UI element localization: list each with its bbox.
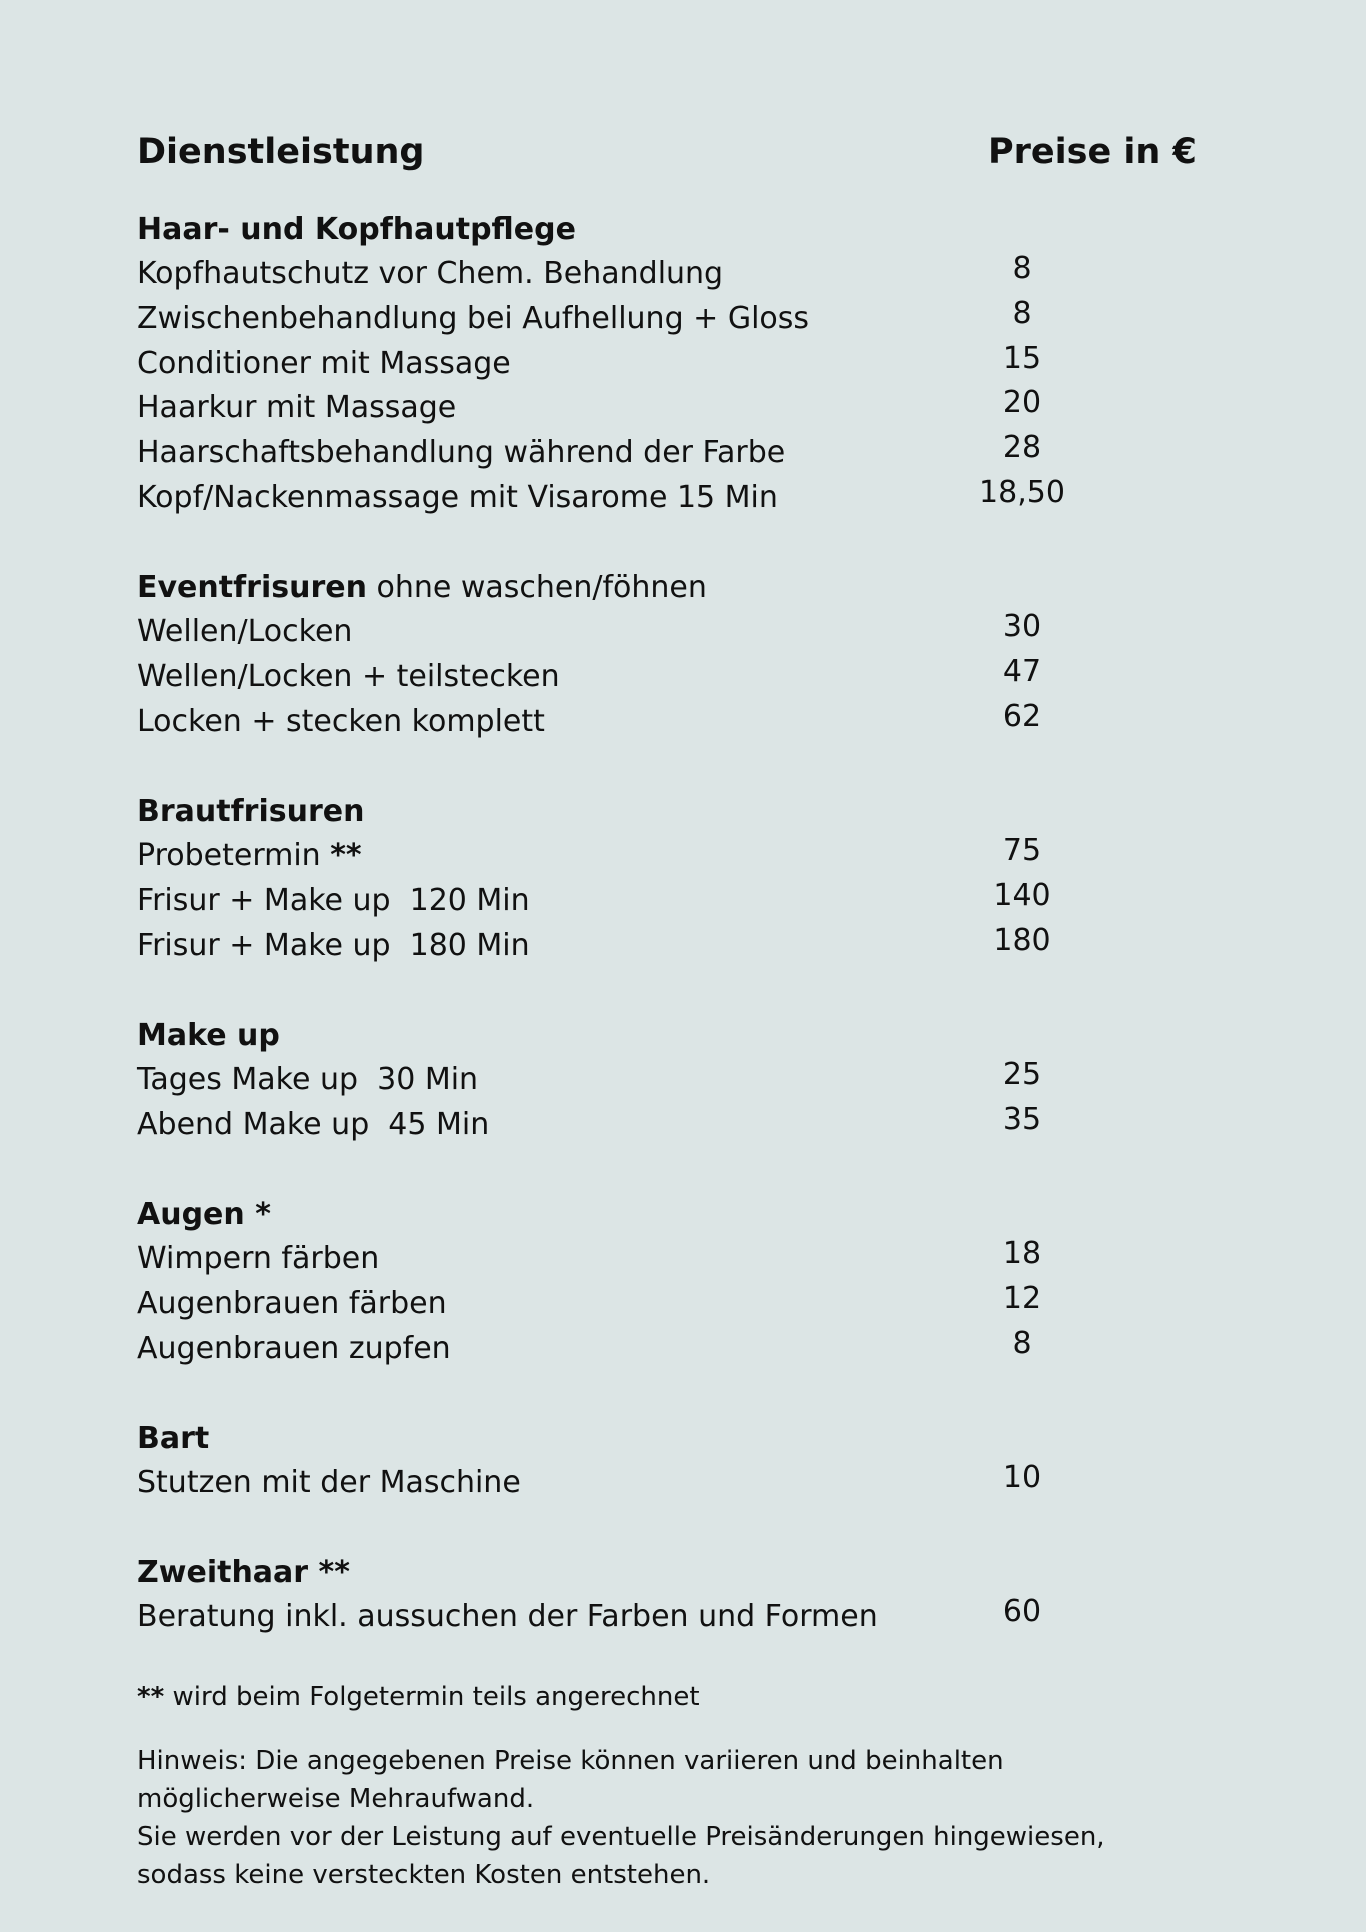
- section-title-make-up: [137, 1018, 280, 1053]
- service-price: 62: [1002, 699, 1042, 734]
- service-name: [137, 838, 362, 873]
- service-name: Abend Make up 45 Min: [137, 1107, 490, 1142]
- list-item: [137, 699, 1237, 748]
- list-item: [137, 1281, 1237, 1330]
- service-name: Zwischenbehandlung bei Aufhellung + Gloss: [137, 301, 810, 336]
- section-title-event-hairstyles: [137, 570, 707, 605]
- list-item: [137, 430, 1237, 479]
- service-price: 8: [1012, 1326, 1032, 1361]
- table-header: [137, 132, 1237, 180]
- disclaimer-note: [137, 1742, 1217, 1894]
- service-name: Wellen/Locken: [137, 614, 353, 649]
- section-title-text: Eventfrisuren: [137, 570, 367, 605]
- service-name: Locken + stecken komplett: [137, 704, 545, 739]
- list-item: [137, 878, 1237, 927]
- service-name: Kopfhautschutz vor Chem. Behandlung: [137, 256, 724, 291]
- service-price: 75: [1002, 833, 1042, 868]
- section-title-text: Bart: [137, 1421, 210, 1456]
- service-price: 8: [1012, 296, 1032, 331]
- service-name: Augenbrauen zupfen: [137, 1331, 451, 1366]
- list-item: [137, 475, 1237, 524]
- service-price: 8: [1012, 251, 1032, 286]
- section-title-text: Make up: [137, 1018, 280, 1053]
- section-title-eyes: [137, 1197, 271, 1232]
- list-item: [137, 1057, 1237, 1106]
- section-title-text: Brautfrisuren: [137, 794, 365, 829]
- list-item: [137, 654, 1237, 703]
- section-title-beard: [137, 1421, 209, 1456]
- service-price: 20: [1002, 385, 1042, 420]
- service-price: 28: [1002, 430, 1042, 465]
- section-title-text: Augen *: [137, 1197, 271, 1232]
- list-item: [137, 609, 1237, 658]
- disclaimer-line: sodass keine versteckten Kosten entstehen.: [137, 1860, 711, 1890]
- service-price: 60: [1002, 1594, 1042, 1629]
- service-price: 18,50: [979, 475, 1065, 510]
- list-item: [137, 1236, 1237, 1285]
- service-price: 35: [1002, 1102, 1042, 1137]
- service-column-header: Dienstleistung: [137, 132, 425, 172]
- list-item: [137, 1326, 1237, 1375]
- list-item: [137, 1102, 1237, 1151]
- list-item: [137, 385, 1237, 434]
- list-item: [137, 833, 1237, 882]
- service-name: Kopf/Nackenmassage mit Visarome 15 Min: [137, 480, 778, 515]
- disclaimer-line: möglicherweise Mehraufwand.: [137, 1784, 535, 1814]
- service-price: 140: [993, 878, 1051, 913]
- list-item: [137, 296, 1237, 345]
- service-name: Conditioner mit Massage: [137, 346, 511, 381]
- disclaimer-line: Sie werden vor der Leistung auf eventuelle Preisänderungen hingewiesen,: [137, 1822, 1105, 1852]
- service-price: 12: [1002, 1281, 1042, 1316]
- footnote: [137, 1682, 700, 1712]
- list-item: [137, 923, 1237, 972]
- section-title-suffix: ohne waschen/föhnen: [366, 570, 707, 605]
- service-name: Tages Make up 30 Min: [137, 1062, 479, 1097]
- service-price: 10: [1002, 1460, 1042, 1495]
- service-name: Haarschaftsbehandlung während der Farbe: [137, 435, 786, 470]
- service-name: Stutzen mit der Maschine: [137, 1465, 521, 1500]
- section-title-hair-care: [137, 212, 576, 247]
- service-price: 25: [1002, 1057, 1042, 1092]
- section-title-hairpieces: [137, 1555, 350, 1590]
- footnote-marker: **: [330, 838, 362, 873]
- list-item: [137, 1594, 1237, 1643]
- disclaimer-line: Hinweis: Die angegebenen Preise können variieren und beinhalten: [137, 1746, 1004, 1776]
- list-item: [137, 251, 1237, 300]
- list-item: [137, 1460, 1237, 1509]
- service-name: Frisur + Make up 180 Min: [137, 928, 530, 963]
- service-name: Augenbrauen färben: [137, 1286, 447, 1321]
- service-price: 15: [1002, 341, 1042, 376]
- list-item: [137, 341, 1237, 390]
- service-price: 47: [1002, 654, 1042, 689]
- service-name: Wellen/Locken + teilstecken: [137, 659, 560, 694]
- section-title-text: Zweithaar **: [137, 1555, 350, 1590]
- service-name: Frisur + Make up 120 Min: [137, 883, 530, 918]
- footnote-text: wird beim Folgetermin teils angerechnet: [164, 1682, 700, 1712]
- service-name: Haarkur mit Massage: [137, 390, 457, 425]
- service-price: 180: [993, 923, 1051, 958]
- service-price: 30: [1002, 609, 1042, 644]
- service-name: Beratung inkl. aussuchen der Farben und Formen: [137, 1599, 878, 1634]
- price-column-header: Preise in €: [988, 132, 1197, 172]
- service-name-text: Probetermin: [137, 838, 331, 873]
- service-name: Wimpern färben: [137, 1241, 380, 1276]
- footnote-marker: **: [137, 1682, 165, 1712]
- service-price: 18: [1002, 1236, 1042, 1271]
- section-title-text: Haar- und Kopfhautpflege: [137, 212, 576, 247]
- section-title-bridal-hairstyles: [137, 794, 364, 829]
